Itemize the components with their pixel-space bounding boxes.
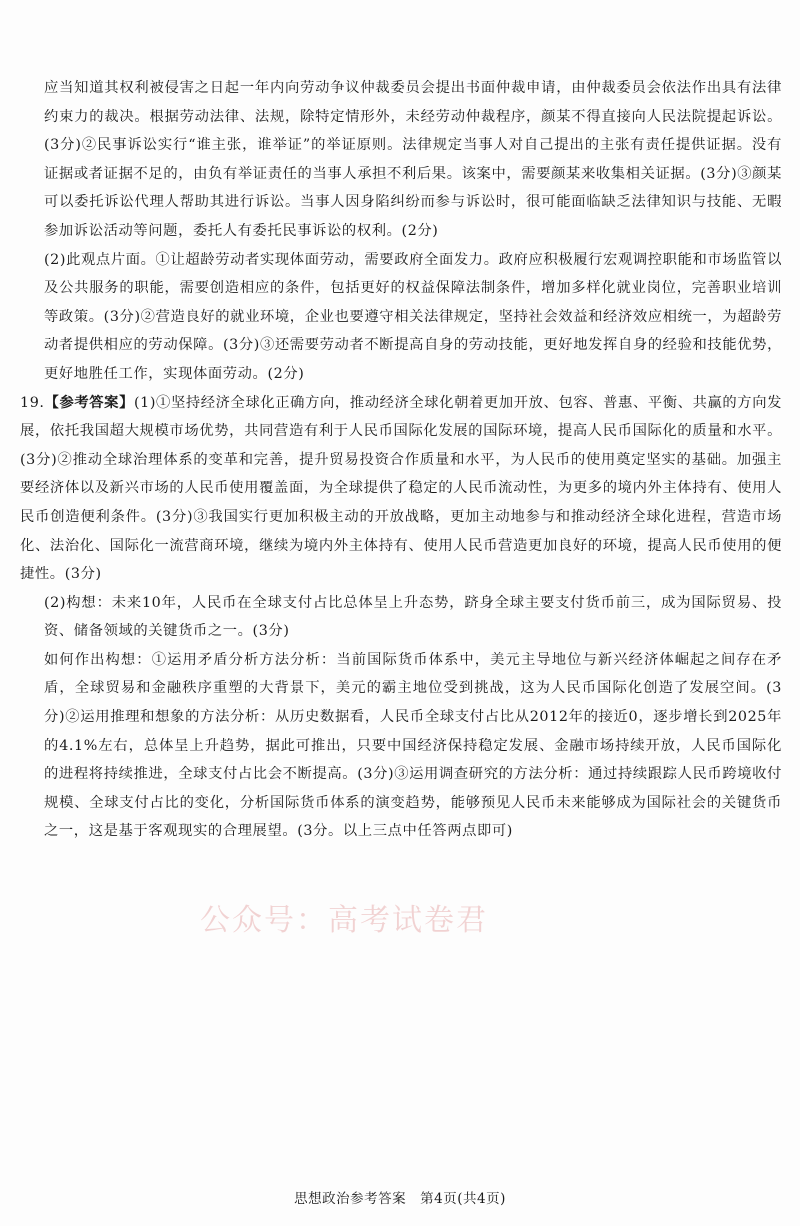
question-19-part1 bbox=[20, 389, 782, 589]
question-19-method: 如何作出构想：①运用矛盾分析方法分析：当前国际货币体系中，美元主导地位与新兴经济体崛起之间存在矛盾，全球贸易和金融秩序重塑的大背景下，美元的霸主地位受到挑战，这为人民币国际化创造了发展空间。(3分)②运用推理和想象的方法分析：从历史数据看，人民币全球支付占比从2012年的接近0，逐步增长到2025年的4.1%左右，总体呈上升趋势，据此可推出，只要中国经济保持稳定发展、金融市场持续开放，人民币国际化的进程将持续推进，全球支付占比会不断提高。(3分)③运用调查研究的方法分析：通过持续跟踪人民币跨境收付规模、全球支付占比的变化，分析国际货币体系的演变趋势，能够预见人民币未来能够成为国际社会的关键货币之一，这是基于客观现实的合理展望。(3分。以上三点中任答两点即可) bbox=[44, 651, 782, 840]
answer-content bbox=[20, 74, 782, 846]
intro-paragraph: 应当知道其权利被侵害之日起一年内向劳动争议仲裁委员会提出书面仲裁申请，由仲裁委员会依法作出具有法律约束力的裁决。根据劳动法律、法规，除特定情形外，未经劳动仲裁程序，颜某不得直接向人民法院提起诉讼。(3分)②民事诉讼实行“谁主张，谁举证”的举证原则。法律规定当事人对自己提出的主张有责任提供证据。没有证据或者证据不足的，由负有举证责任的当事人承担不利后果。该案中，需要颜某来收集相关证据。(3分)③颜某可以委托诉讼代理人帮助其进行诉讼。当事人因身陷纠纷而参与诉讼时，很可能面临缺乏法律知识与技能、无暇参加诉讼活动等问题，委托人有委托民事诉讼的权利。(2分) bbox=[44, 80, 782, 239]
question-19-part2: (2)构想：未来10年，人民币在全球支付占比总体呈上升态势，跻身全球主要支付货币前三，成为国际贸易、投资、储备领域的关键货币之一。(3分) bbox=[44, 594, 782, 640]
part2-paragraph: (2)此观点片面。①让超龄劳动者实现体面劳动，需要政府全面发力。政府应积极履行宏观调控职能和市场监管以及公共服务的职能，需要创造相应的条件，包括更好的权益保障法制条件，增加多样化就业岗位，完善职业培训等政策。(3分)②营造良好的就业环境，企业也要遵守相关法律规定，坚持社会效益和经济效应相统一，为超龄劳动者提供相应的劳动保障。(3分)③还需要劳动者不断提高自身的劳动技能，更好地发挥自身的经验和技能优势，更好地胜任工作，实现体面劳动。(2分) bbox=[44, 251, 782, 382]
question-number: 19. bbox=[20, 394, 45, 411]
watermark-text: 公众号：高考试卷君 bbox=[200, 903, 488, 938]
page-footer: 思想政治参考答案 第4页(共4页) bbox=[294, 1191, 506, 1207]
reference-answer-tag: 【参考答案】 bbox=[44, 394, 134, 411]
question-19-part1-text: (1)①坚持经济全球化正确方向，推动经济全球化朝着更加开放、包容、普惠、平衡、共赢的方向发展，依托我国超大规模市场优势，共同营造有利于人民币国际化发展的国际环境，提高人民币国际化的质量和水平。(3分)②推动全球治理体系的变革和完善，提升贸易投资合作质量和水平，为人民币的使用奠定坚实的基础。加强主要经济体以及新兴市场的人民币使用覆盖面，为全球提供了稳定的人民币流动性，为更多的境内外主体持有、使用人民币创造便利条件。(3分)③我国实行更加积极主动的开放战略，更加主动地参与和推动经济全球化进程，营造市场化、法治化、国际化一流营商环境，继续为境内外主体持有、使用人民币营造更加良好的环境，提高人民币使用的便捷性。(3分) bbox=[20, 394, 782, 583]
